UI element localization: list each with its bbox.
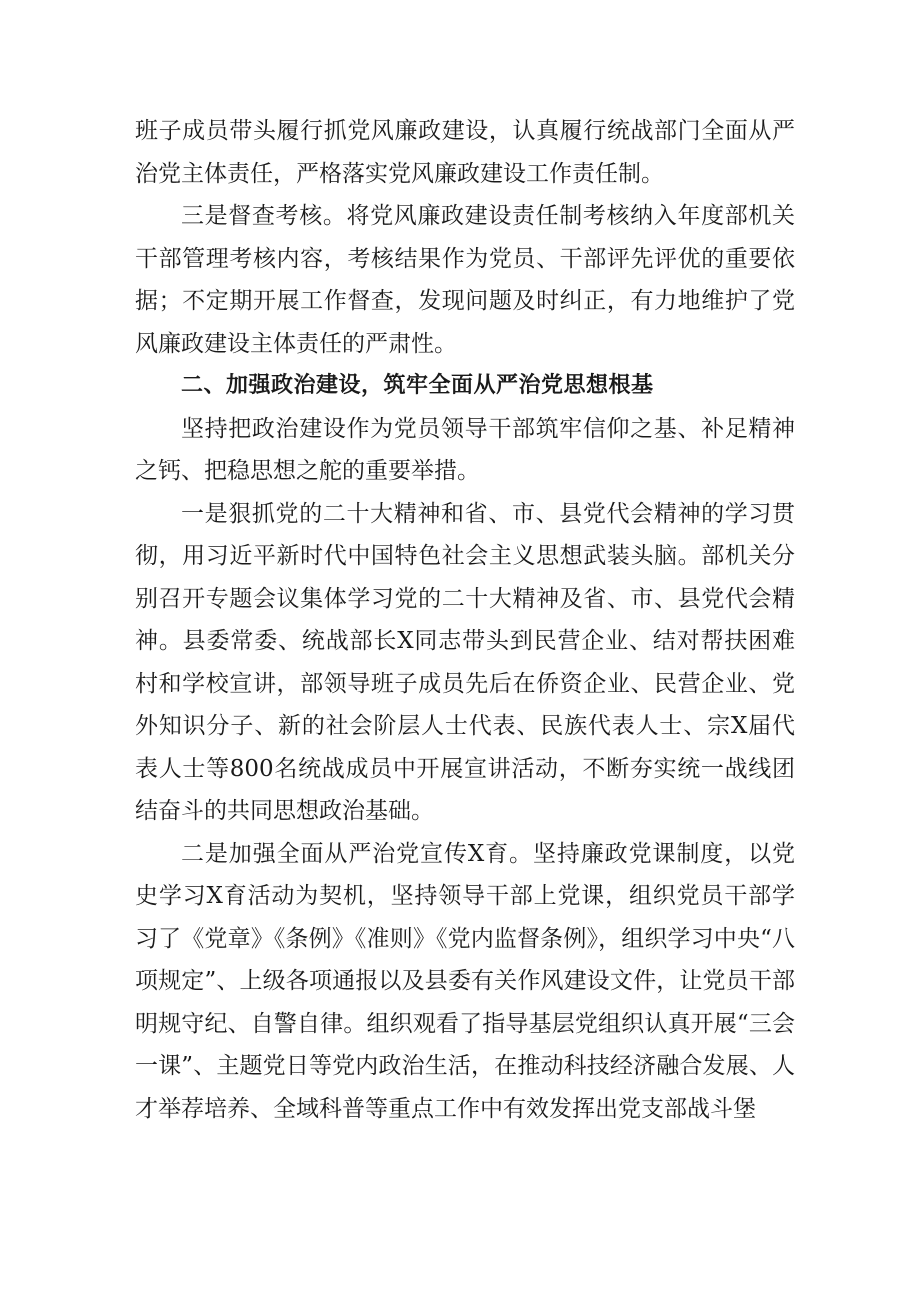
paragraph-study: 一是狠抓党的二十大精神和省、市、县党代会精神的学习贯彻，用习近平新时代中国特色社会主义思想武装头脑。部机关分别召开专题会议集体学习党的二十大精神及省、市、县党代会精神。县委常委、统战部长X同志带头到民营企业、结对帮扶困难村和学校宣讲，部领导班子成员先后在侨资企业、民营企业、党外知识分子、新的社会阶层人士代表、民族代表人士、宗X届代表人士等800名统战成员中开展宣讲活动，不断夯实统一战线团结奋斗的共同思想政治基础。	[135, 500, 795, 824]
paragraph-supervision: 三是督查考核。将党风廉政建设责任制考核纳入年度部机关干部管理考核内容，考核结果作为党员、干部评先评优的重要依据；不定期开展工作督查，发现问题及时纠正，有力地维护了党风廉政建设主体责任的严肃性。	[135, 203, 795, 357]
paragraph-continued: 班子成员带头履行抓党风廉政建设，认真履行统战部门全面从严治党主体责任，严格落实党风廉政建设工作责任制。	[135, 118, 795, 187]
document-body	[135, 110, 795, 1130]
paragraph-education: 二是加强全面从严治党宣传X育。坚持廉政党课制度，以党史学习X育活动为契机，坚持领导干部上党课，组织党员干部学习了《党章》《条例》《准则》《党内监督条例》，组织学习中央“八项规定”、上级各项通报以及县委有关作风建设文件，让党员干部明规守纪、自警自律。组织观看了指导基层党组织认真开展“三会一课”、主题党日等党内政治生活，在推动科技经济融合发展、人才举荐培养、全域科普等重点工作中有效发挥出党支部战斗堡	[135, 840, 795, 1122]
section-heading: 二、加强政治建设，筑牢全面从严治党思想根基	[181, 373, 654, 398]
paragraph-political-building: 坚持把政治建设作为党员领导干部筑牢信仰之基、补足精神之钙、把稳思想之舵的重要举措。	[135, 415, 795, 484]
